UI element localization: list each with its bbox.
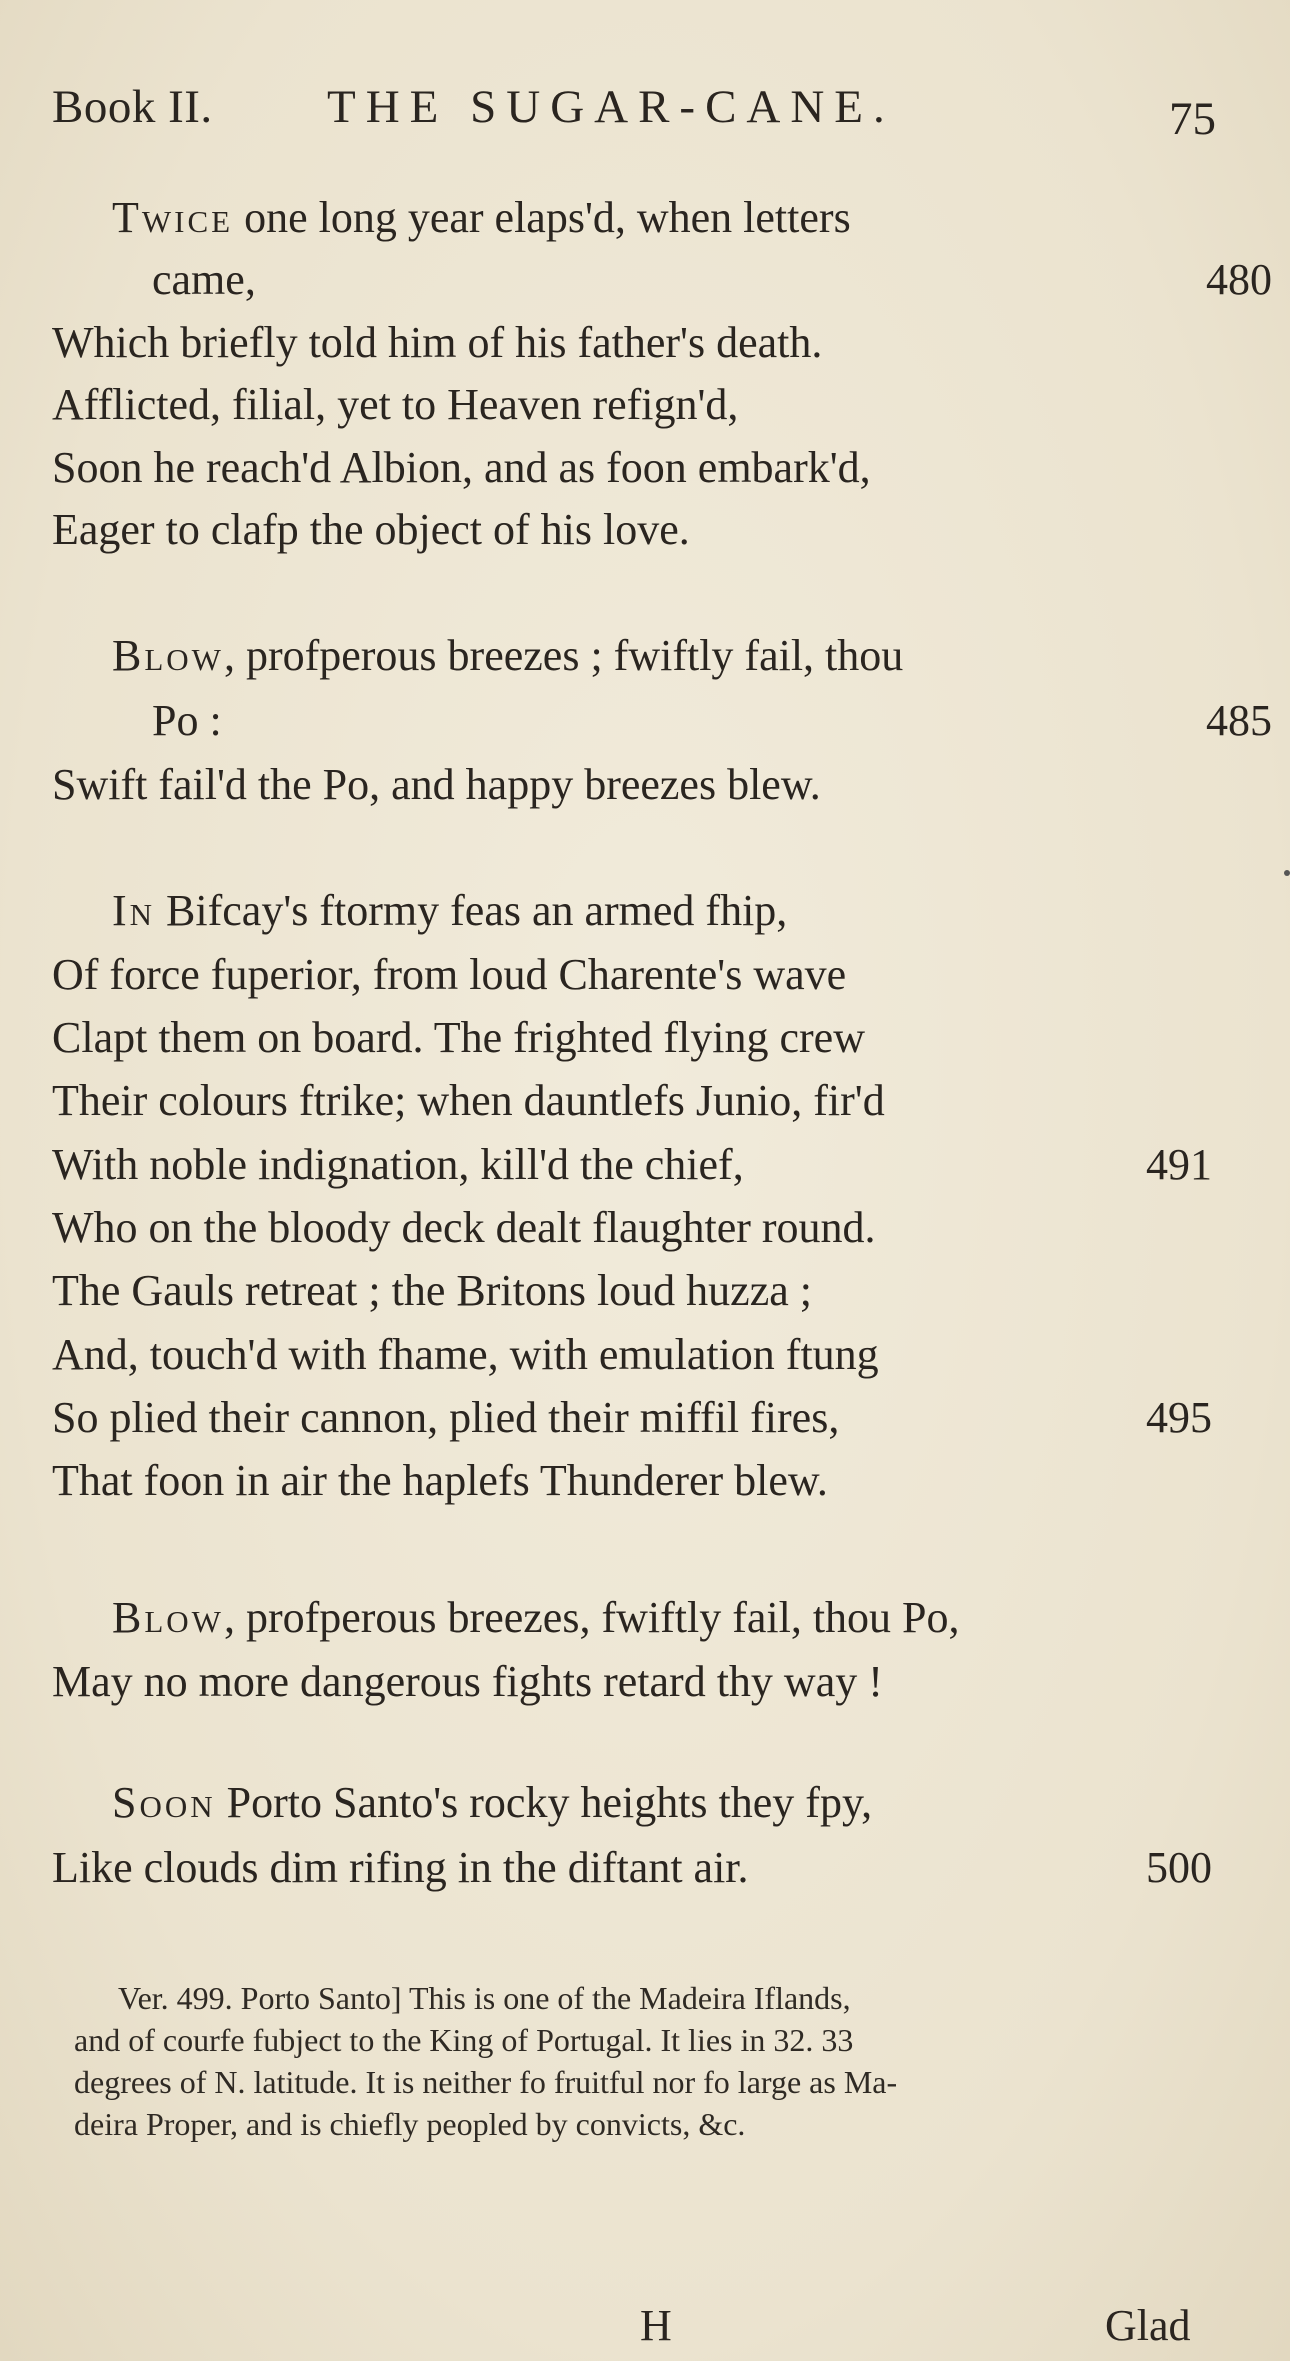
verse-line: So plied their cannon, plied their miffil fires, 495 (52, 1390, 1212, 1446)
running-header (52, 80, 1216, 160)
verse-line: Their colours ftrike; when dauntlefs Junio, fir'd (52, 1076, 885, 1125)
line-number: 491 (1146, 1140, 1212, 1189)
verse-line: Eager to clafp the object of his love. (52, 505, 690, 554)
verse-line: Soon Porto Santo's rocky heights they fpy, (112, 1778, 873, 1827)
line-number: 495 (1146, 1393, 1212, 1442)
verse-line: Of force fuperior, from loud Charente's wave (52, 950, 847, 999)
verse-line: May no more dangerous fights retard thy way ! (52, 1657, 883, 1706)
running-title: THE SUGAR-CANE. (327, 81, 895, 133)
verse-line: Like clouds dim rifing in the diftant air. 500 (52, 1840, 1212, 1896)
verse-line: With noble indignation, kill'd the chief, 491 (52, 1137, 1212, 1193)
verse-line: The Gauls retreat ; the Britons loud huzza ; (52, 1266, 812, 1315)
footnote-line: degrees of N. latitude. It is neither fo fruitful nor fo large as Ma- (74, 2064, 898, 2100)
signature-mark: H (640, 2301, 672, 2350)
verse-line: Blow, profperous breezes, fwiftly fail, thou Po, (112, 1593, 960, 1642)
footnote-line: and of courfe fubject to the King of Portugal. It lies in 32. 33 (74, 2022, 854, 2058)
line-number: 485 (1206, 696, 1272, 745)
verse-line: Afflicted, filial, yet to Heaven refign'd, (52, 380, 739, 429)
verse-line: That foon in air the haplefs Thunderer blew. (52, 1456, 828, 1505)
verse-line: Which briefly told him of his father's death. (52, 318, 823, 367)
verse-line: Po : 485 (112, 693, 1272, 749)
verse-line: Clapt them on board. The frighted flying crew (52, 1013, 865, 1062)
page-number: 75 (1169, 93, 1216, 145)
verse-line: Twice one long year elaps'd, when letters (112, 193, 851, 242)
line-number: 480 (1206, 255, 1272, 304)
footnote-line: Ver. 499. Porto Santo] This is one of the Madeira Iflands, (118, 1980, 851, 2016)
book-label: Book II. (52, 81, 213, 133)
verse-line: Who on the bloody deck dealt flaughter round. (52, 1203, 876, 1252)
line-number: 500 (1146, 1843, 1212, 1892)
page-speck (1284, 870, 1290, 876)
verse-line: Blow, profperous breezes ; fwiftly fail, thou (112, 631, 904, 680)
verse-line: In Bifcay's ftormy feas an armed fhip, (112, 886, 788, 935)
verse-line: Soon he reach'd Albion, and as foon embark'd, (52, 443, 871, 492)
footnote-line: deira Proper, and is chiefly peopled by convicts, &c. (74, 2106, 746, 2142)
verse-line: Swift fail'd the Po, and happy breezes blew. (52, 760, 821, 809)
verse-line: And, touch'd with fhame, with emulation ftung (52, 1330, 879, 1379)
catchword: Glad (1105, 2301, 1191, 2350)
verse-line: came, 480 (112, 252, 1272, 308)
